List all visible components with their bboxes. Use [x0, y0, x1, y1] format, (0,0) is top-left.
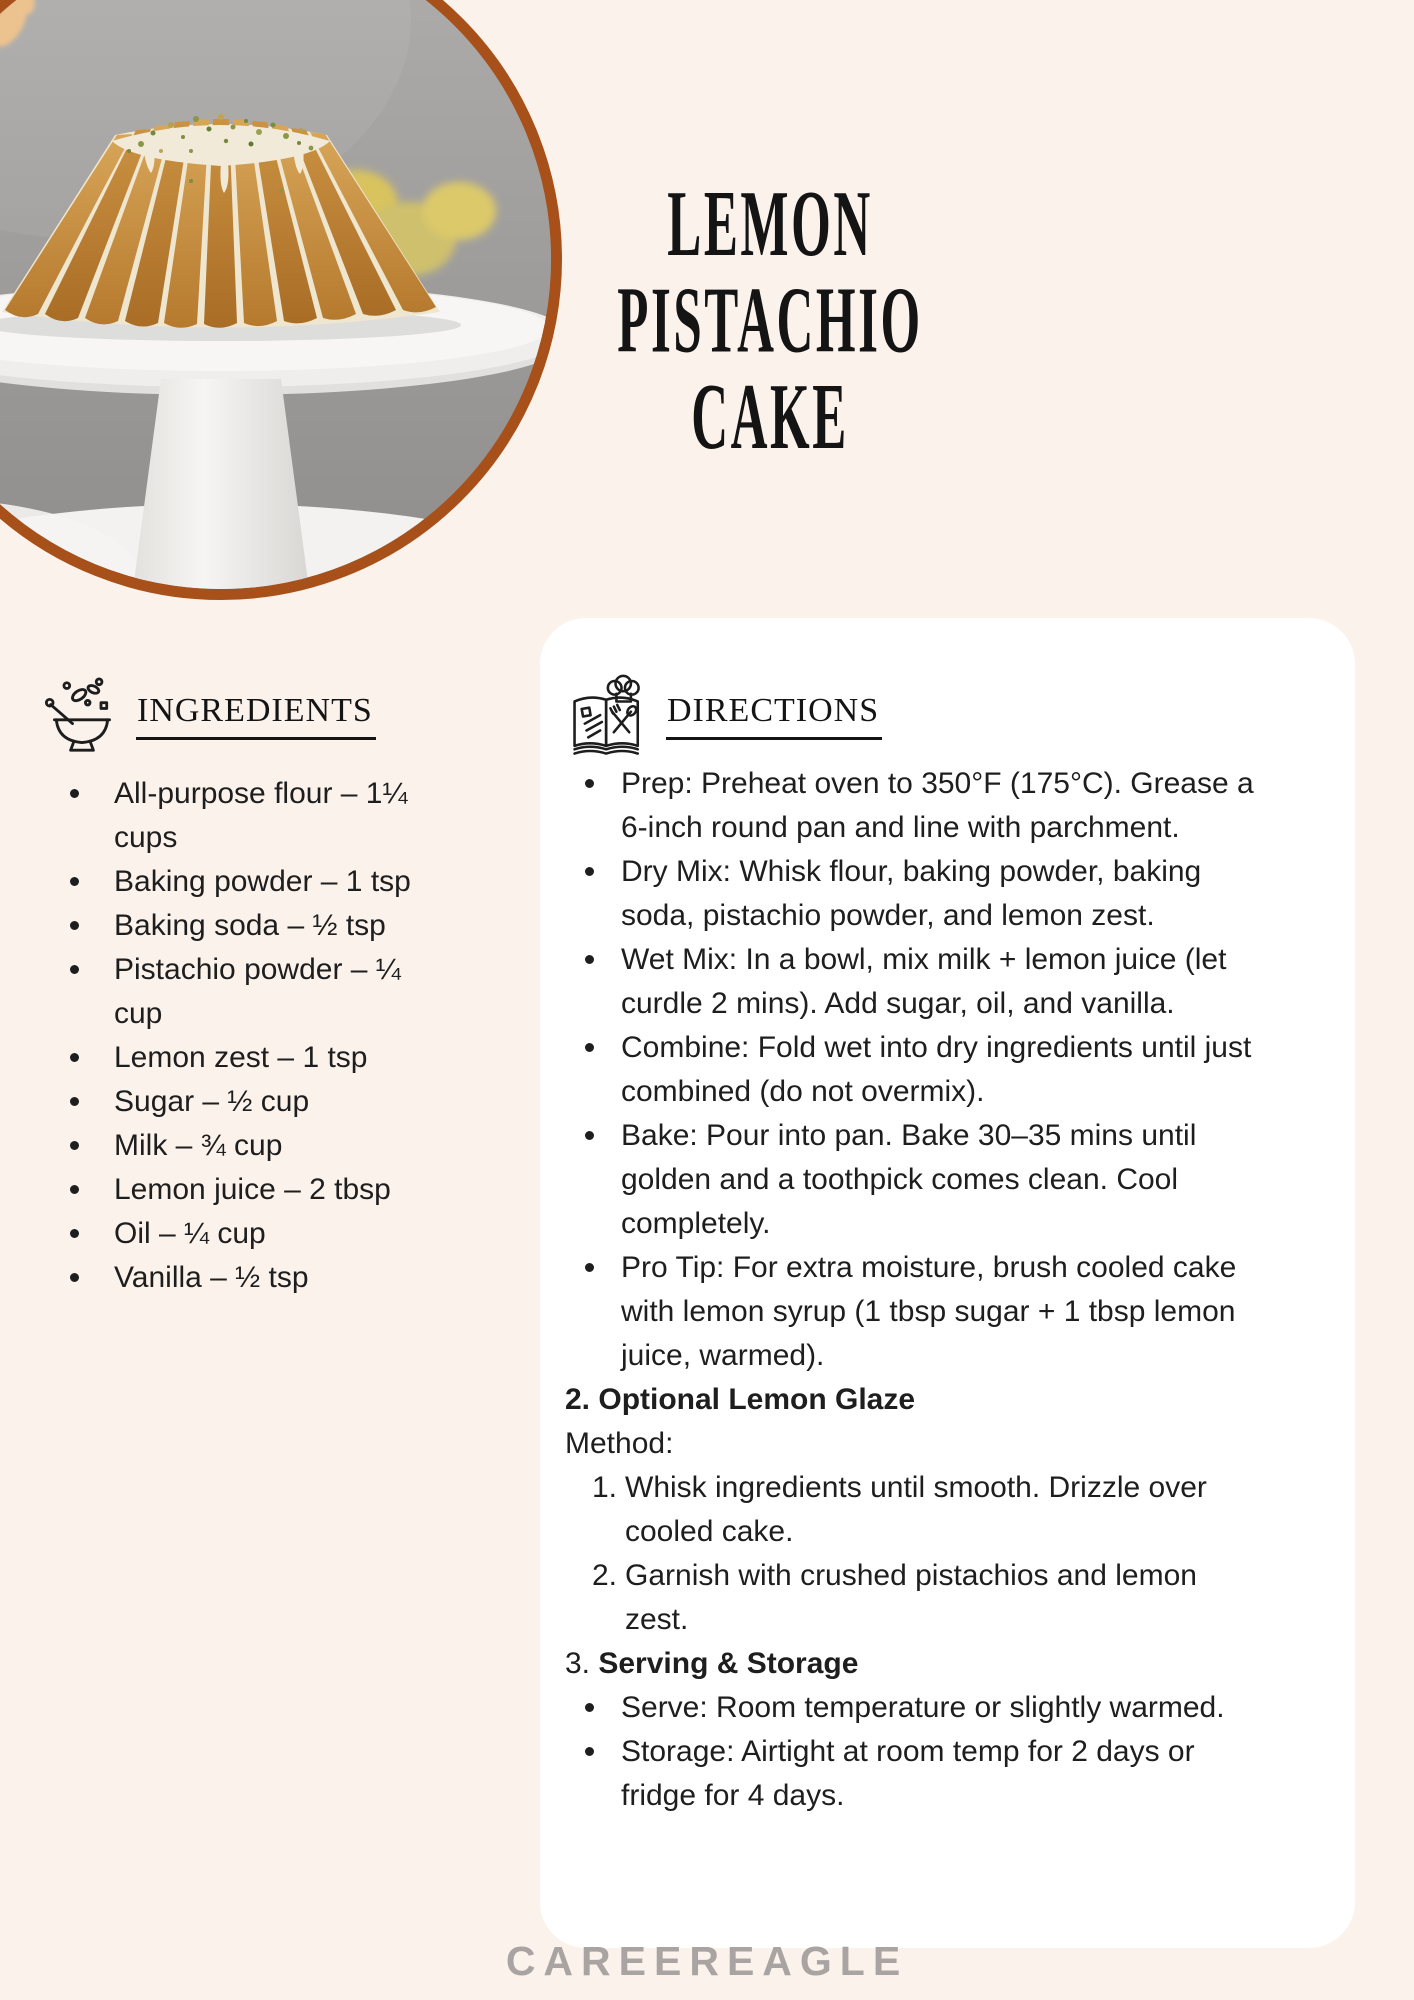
direction-step: Bake: Pour into pan. Bake 30–35 mins until golden and a toothpick comes clean. Cool completely.	[540, 1114, 1266, 1246]
ingredient-item: All-purpose flour – 1¼ cups	[44, 772, 452, 860]
direction-step: Storage: Airtight at room temp for 2 days or fridge for 4 days.	[540, 1730, 1266, 1818]
directions-header	[540, 618, 1355, 758]
cake-photo	[0, 0, 551, 589]
footer-logo: CAREEREAGLE	[505, 1938, 909, 1984]
cake-photo-circle	[0, 0, 562, 600]
direction-step: Pro Tip: For extra moisture, brush cooled cake with lemon syrup (1 tbsp sugar + 1 tbsp lemon juice, warmed).	[540, 1246, 1266, 1378]
direction-label: Method:	[565, 1427, 674, 1460]
ingredient-item: Baking powder – 1 tsp	[44, 860, 452, 904]
ingredient-item: Sugar – ½ cup	[44, 1080, 452, 1124]
ingredient-item: Pistachio powder – ¼ cup	[44, 948, 452, 1036]
page-title	[522, 171, 1018, 469]
ingredients-heading: INGREDIENTS	[136, 692, 376, 740]
ingredient-item: Lemon juice – 2 tbsp	[44, 1168, 452, 1212]
ingredient-item: Oil – ¼ cup	[44, 1212, 452, 1256]
ingredients-list	[44, 772, 452, 1300]
ingredient-item: Lemon zest – 1 tsp	[44, 1036, 452, 1080]
title-line-1: LEMON PISTACHIO	[617, 171, 923, 372]
directions-heading: DIRECTIONS	[666, 692, 882, 740]
title-line-2: CAKE	[691, 364, 849, 469]
direction-step: Prep: Preheat oven to 350°F (175°C). Grease a 6-inch round pan and line with parchment.	[540, 762, 1266, 850]
ingredients-section	[44, 676, 452, 1300]
ingredient-item: Vanilla – ½ tsp	[44, 1256, 452, 1300]
recipe-book-icon	[566, 674, 648, 758]
ingredient-item: Milk – ¾ cup	[44, 1124, 452, 1168]
direction-substep: 1. Whisk ingredients until smooth. Drizzle over cooled cake.	[592, 1471, 1207, 1548]
direction-step: Wet Mix: In a bowl, mix milk + lemon juice (let curdle 2 mins). Add sugar, oil, and vanilla.	[540, 938, 1266, 1026]
ingredients-header	[44, 676, 452, 756]
direction-step: Combine: Fold wet into dry ingredients until just combined (do not overmix).	[540, 1026, 1266, 1114]
direction-subheading: 3. Serving & Storage	[565, 1647, 859, 1680]
direction-step: Dry Mix: Whisk flour, baking powder, baking soda, pistachio powder, and lemon zest.	[540, 850, 1266, 938]
direction-step: Serve: Room temperature or slightly warmed.	[540, 1686, 1266, 1730]
mixing-bowl-icon	[44, 676, 120, 756]
direction-subheading: 2. Optional Lemon Glaze	[565, 1383, 916, 1416]
direction-substep: 2. Garnish with crushed pistachios and lemon zest.	[592, 1559, 1197, 1636]
ingredient-item: Baking soda – ½ tsp	[44, 904, 452, 948]
directions-list	[540, 762, 1266, 1818]
directions-card	[540, 618, 1355, 1948]
